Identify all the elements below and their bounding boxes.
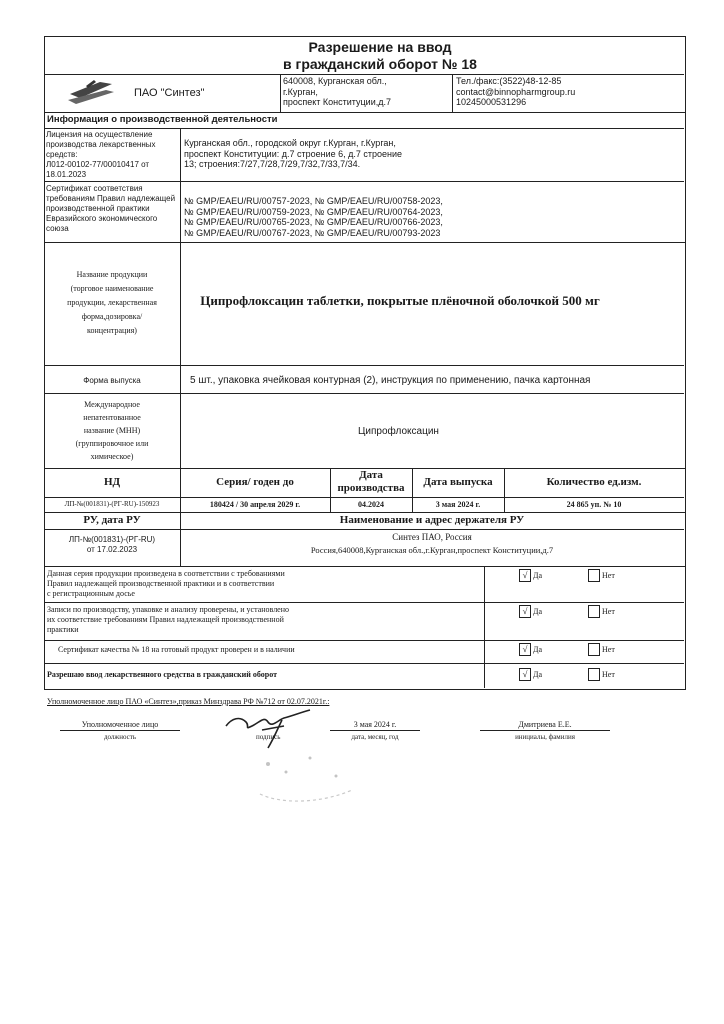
- company-contacts: Тел./факс:(3522)48-12-85 contact@binnopharmgroup.ru 10245000531296: [456, 76, 576, 107]
- divider: [452, 74, 453, 112]
- ru-value: ЛП-№(001831)-(РГ-RU) от 17.02.2023: [68, 535, 156, 554]
- authority-line: Уполномоченное лицо ПАО «Синтез»,приказ Минздрава РФ №712 от 02.07.2021г.:: [47, 697, 330, 706]
- company-logo-icon: [66, 76, 118, 106]
- company-name: ПАО "Синтез": [134, 87, 205, 99]
- divider: [180, 128, 181, 242]
- cell-quantity: 24 865 уп. № 10: [566, 500, 622, 509]
- cell-prod-date: 04.2024: [358, 500, 384, 509]
- release-form-value: 5 шт., упаковка ячейковая контурная (2), инструкция по применению, пачка картонная: [190, 375, 591, 386]
- check-2-no-box[interactable]: [588, 605, 600, 618]
- divider: [44, 128, 684, 129]
- check-3-text: Сертификат качества № 18 на готовый продукт проверен и в наличии: [58, 645, 295, 654]
- date-caption: дата, месяц, год: [351, 733, 399, 741]
- product-name-label: Название продукции (торговое наименование продукции, лекарственная форма,дозировка/ концентрация): [67, 270, 157, 335]
- doc-title-line1: Разрешение на ввод: [308, 39, 452, 55]
- name-value: Дмитриева Е.Е.: [480, 720, 610, 731]
- inn-label: Международное непатентованное название (МНН) (группировочное или химическое): [75, 400, 149, 461]
- divider: [44, 663, 684, 664]
- check-1-yes-label: Да: [533, 571, 543, 580]
- divider: [44, 640, 684, 641]
- col-header-quantity: Количество ед.изм.: [546, 476, 642, 488]
- divider: [44, 393, 684, 394]
- check-2-text: Записи по производству, упаковке и анализу проверены, и установлено их соответствие требованиям Правил надлежащей производственной практики: [47, 605, 290, 634]
- holder-name: Синтез ПАО, Россия: [392, 532, 472, 542]
- license-label: Лицензия на осуществление производства лекарственных средств: Л012-00102-77/00010417 от 18.01.2023: [46, 130, 156, 179]
- release-form-label: Форма выпуска: [83, 376, 141, 385]
- gmp-value: № GMP/EAEU/RU/00757-2023, № GMP/EAEU/RU/00758-2023, № GMP/EAEU/RU/00759-2023, № GMP/EAEU/RU/00764-2023, № GMP/EAEU/RU/00765-2023, № GMP/EAEU/RU/00766-2023, № GMP/EAEU/RU/00767-2023, № GMP/EAEU/RU/00793-2023: [184, 196, 443, 238]
- holder-header: Наименование и адрес держателя РУ: [339, 514, 525, 526]
- divider: [484, 566, 485, 688]
- signature-image: [222, 706, 332, 750]
- ru-header: РУ, дата РУ: [83, 514, 141, 526]
- doc-title: [180, 39, 580, 73]
- check-2-yes-label: Да: [533, 607, 543, 616]
- position-value: Уполномоченное лицо: [60, 720, 180, 731]
- check-1-text: Данная серия продукции произведена в соответствии с требованиями Правил надлежащей производственной практики и в соответствии с регистрационным досье: [47, 569, 285, 598]
- holder-address: Россия,640008,Курганская обл.,г.Курган,проспект Конституции,д.7: [310, 545, 554, 555]
- cell-nd: ЛП-№(001831)-(РГ-RU)-150923: [64, 500, 160, 508]
- date-value: 3 мая 2024 г.: [330, 720, 420, 731]
- check-2-no-label: Нет: [602, 607, 615, 616]
- position-caption: должность: [103, 733, 137, 741]
- divider: [44, 529, 684, 530]
- col-header-series: Серия/ годен до: [216, 476, 294, 488]
- check-4-no-box[interactable]: [588, 668, 600, 681]
- activity-title: Информация о производственной деятельности: [47, 114, 278, 125]
- check-3-yes-label: Да: [533, 645, 543, 654]
- check-4-yes-label: Да: [533, 670, 543, 679]
- stamp-mark: [240, 750, 370, 810]
- company-address: 640008, Курганская обл., г.Курган, проспект Конституции,д.7: [283, 76, 391, 107]
- col-header-release-date: Дата выпуска: [423, 476, 493, 488]
- check-4-yes-box[interactable]: √: [519, 668, 531, 681]
- divider: [280, 74, 281, 112]
- signature-caption: подпись: [256, 733, 281, 741]
- check-1-yes-box[interactable]: √: [519, 569, 531, 582]
- check-1-no-box[interactable]: [588, 569, 600, 582]
- divider: [44, 181, 684, 182]
- divider: [44, 365, 684, 366]
- check-3-no-box[interactable]: [588, 643, 600, 656]
- product-name-value: Ципрофлоксацин таблетки, покрытые плёночной оболочкой 500 мг: [200, 293, 600, 308]
- name-caption: инициалы, фамилия: [515, 733, 575, 741]
- check-4-no-label: Нет: [602, 670, 615, 679]
- col-header-prod-date: Дата производства: [337, 469, 405, 494]
- divider: [44, 602, 684, 603]
- divider: [180, 242, 181, 468]
- check-1-no-label: Нет: [602, 571, 615, 580]
- inn-value: Ципрофлоксацин: [358, 426, 439, 437]
- check-4-text: Разрешаю ввод лекарственного средства в гражданский оборот: [47, 670, 278, 679]
- check-3-yes-box[interactable]: √: [519, 643, 531, 656]
- check-2-yes-box[interactable]: √: [519, 605, 531, 618]
- cell-series: 180424 / 30 апреля 2029 г.: [209, 500, 301, 509]
- license-value: Курганская обл., городской округ г.Курган, г.Курган, проспект Конституции: д.7 строение 6, д.7 строение 13; строения:7/27,7/28,7/29,7/32,7/33,7/34.: [184, 138, 403, 169]
- cell-release-date: 3 мая 2024 г.: [435, 500, 481, 509]
- col-header-nd: НД: [103, 476, 121, 488]
- divider: [44, 497, 684, 498]
- check-3-no-label: Нет: [602, 645, 615, 654]
- doc-title-line2: в гражданский оборот № 18: [283, 56, 477, 72]
- gmp-label: Сертификат соответствия требованиям Правил надлежащей производственной практики Евразийского экономического союза: [46, 184, 176, 233]
